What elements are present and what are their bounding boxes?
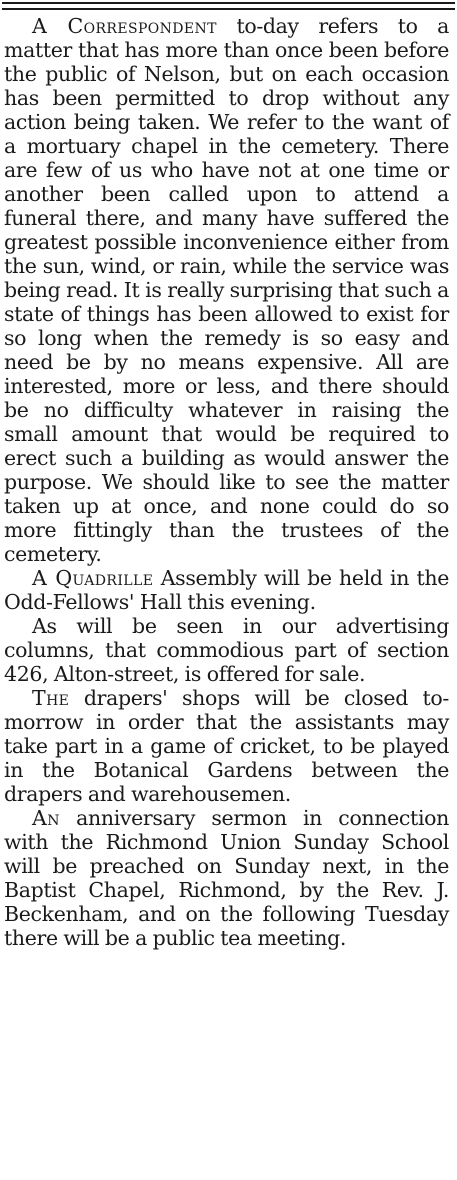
paragraph-lead: A Quadrille bbox=[32, 566, 154, 590]
paragraph-anniversary-sermon bbox=[4, 806, 449, 950]
news-column bbox=[4, 14, 449, 950]
paragraph-lead: The bbox=[32, 686, 70, 710]
paragraph-body: As will be seen in our advertising columns, that commodious part of section 426, Alton-street, is offered for sale. bbox=[4, 614, 449, 686]
paragraph-body: drapers' shops will be closed to-morrow in order that the assistants may take part in a game of cricket, to be played in the Botanical Gardens between the drapers and warehousemen. bbox=[4, 686, 449, 806]
column-top-rule bbox=[2, 2, 455, 10]
paragraph-body: anniversary sermon in connection with the Richmond Union Sunday School will be preached on Sunday next, in the Baptist Chapel, Richmond, by the Rev. J. Beckenham, and on the following Tuesday there will be a public tea meeting. bbox=[4, 806, 449, 950]
paragraph-drapers-cricket bbox=[4, 686, 449, 806]
paragraph-section-sale bbox=[4, 614, 449, 686]
paragraph-body: Assembly will be held in the Odd-Fellows' Hall this evening. bbox=[4, 566, 449, 614]
paragraph-lead: A Correspondent bbox=[32, 14, 217, 38]
paragraph-mortuary-chapel bbox=[4, 14, 449, 566]
paragraph-lead: An bbox=[32, 806, 60, 830]
paragraph-quadrille-assembly bbox=[4, 566, 449, 614]
paragraph-body: to-day refers to a matter that has more than once been before the public of Nelson, but on each occasion has been permitted to drop without any action being taken. We refer to the want of a mortuary chapel in the cemetery. There are few of us who have not at one time or another been called upon to attend a funeral there, and many have suffered the greatest possible inconvenience either from the sun, wind, or rain, while the service was being read. It is really surprising that such a state of things has been allowed to exist for so long when the remedy is so easy and need be by no means expensive. All are interested, more or less, and there should be no difficulty whatever in raising the small amount that would be required to erect such a building as would answer the purpose. We should like to see the matter taken up at once, and none could do so more fittingly than the trustees of the cemetery. bbox=[4, 14, 449, 566]
